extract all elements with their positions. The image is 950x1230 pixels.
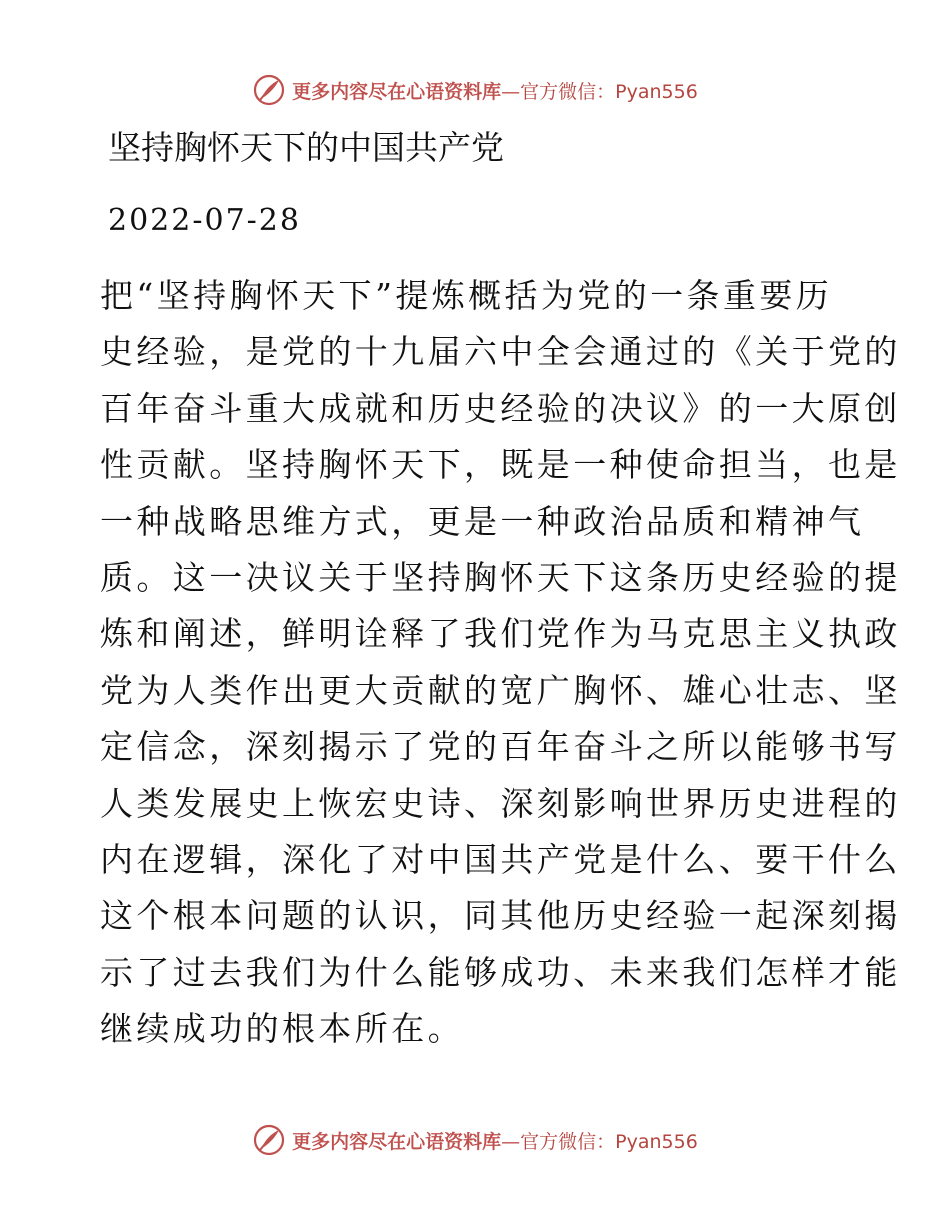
body-line: 定信念，深刻揭示了党的百年奋斗之所以能够书写	[100, 727, 901, 767]
feather-pen-logo-icon	[252, 73, 286, 107]
body-line: 内在逻辑，深化了对中国共产党是什么、要干什么	[100, 840, 901, 880]
body-line: 这个根本问题的认识，同其他历史经验一起深刻揭	[100, 896, 901, 936]
watermark-wechat-text: 官方微信：Pyan556	[520, 80, 698, 103]
body-line: 百年奋斗重大成就和历史经验的决议》的一大原创	[100, 388, 901, 428]
watermark-main-text: 更多内容尽在心语资料库	[292, 80, 502, 103]
feather-pen-logo-icon	[252, 1123, 286, 1157]
watermark-text	[292, 1127, 698, 1154]
article-body	[100, 268, 901, 1058]
body-line: 炼和阐述，鲜明诠释了我们党作为马克思主义执政	[100, 614, 901, 654]
body-line: 性贡献。坚持胸怀天下，既是一种使命担当，也是	[100, 445, 901, 485]
watermark-wechat-text: 官方微信：Pyan556	[520, 1130, 698, 1153]
body-line: 示了过去我们为什么能够成功、未来我们怎样才能	[100, 952, 901, 992]
body-line: 质。这一决议关于坚持胸怀天下这条历史经验的提	[100, 558, 901, 598]
body-line: 一种战略思维方式，更是一种政治品质和精神气	[100, 501, 865, 541]
watermark-separator: —	[501, 1130, 521, 1153]
body-line: 继续成功的根本所在。	[100, 1009, 464, 1049]
article-title: 坚持胸怀天下的中国共产党	[108, 128, 504, 167]
body-line: 把“坚持胸怀天下”提炼概括为党的一条重要历	[100, 276, 833, 315]
body-line: 人类发展史上恢宏史诗、深刻影响世界历史进程的	[100, 783, 901, 823]
watermark-main-text: 更多内容尽在心语资料库	[292, 1130, 502, 1153]
body-line: 史经验，是党的十九届六中全会通过的《关于党的	[100, 332, 901, 372]
footer-watermark	[0, 1120, 950, 1160]
body-line: 党为人类作出更大贡献的宽广胸怀、雄心壮志、坚	[100, 670, 901, 710]
watermark-separator: —	[501, 80, 521, 103]
watermark-text	[292, 77, 698, 104]
header-watermark	[0, 70, 950, 110]
article-date: 2022-07-28	[108, 203, 301, 238]
